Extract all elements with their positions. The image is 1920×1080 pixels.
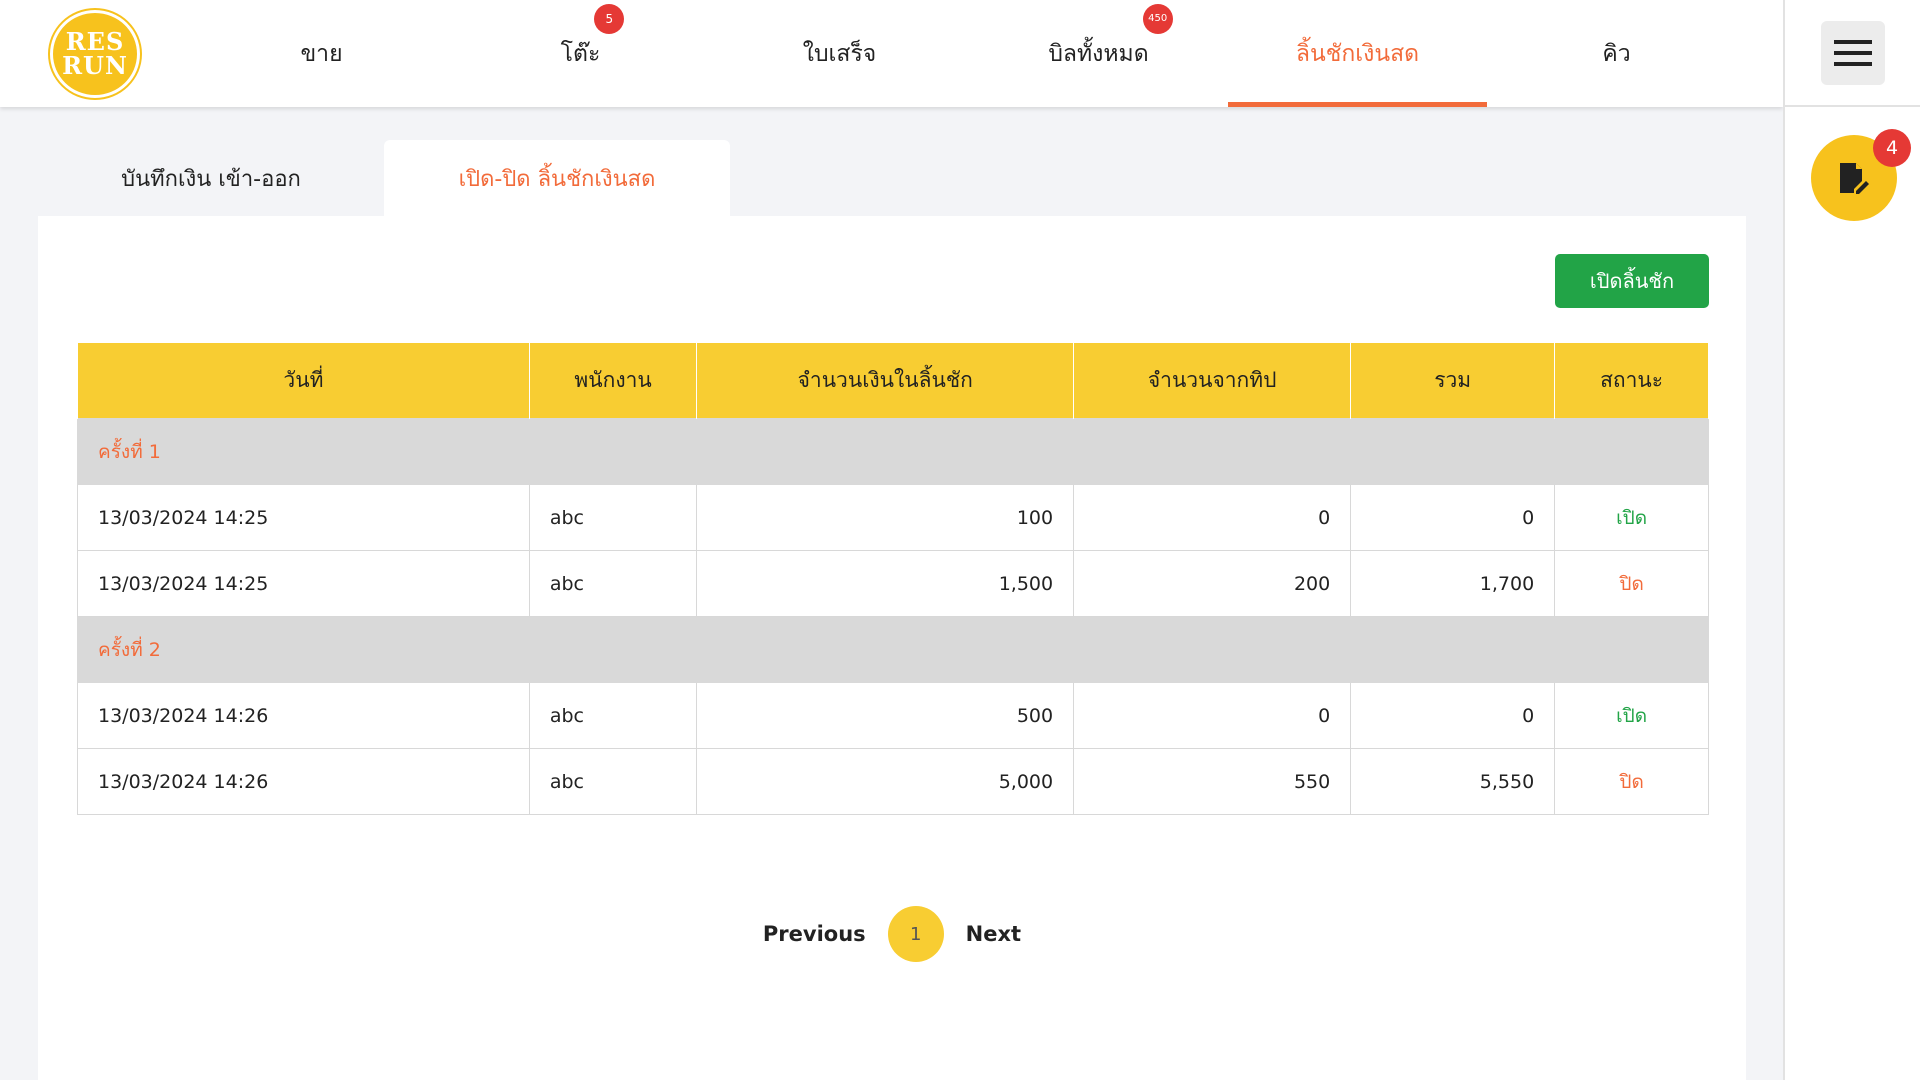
- table-row: [78, 551, 1709, 617]
- sub-tabs: [38, 140, 730, 216]
- nav-item-queue[interactable]: [1487, 0, 1746, 107]
- nav-item-label: ใบเสร็จ: [802, 40, 877, 67]
- previous-page-link[interactable]: Previous: [762, 922, 866, 946]
- cell-drawer-amount: 5,000: [697, 749, 1074, 815]
- nav-item-sell[interactable]: [192, 0, 451, 107]
- column-header-status: สถานะ: [1555, 343, 1709, 419]
- cell-status: เปิด: [1555, 485, 1709, 551]
- cell-staff: abc: [529, 485, 696, 551]
- tab-open-close-drawer[interactable]: เปิด-ปิด ลิ้นชักเงินสด: [384, 140, 730, 216]
- column-header-date: วันที่: [78, 343, 530, 419]
- rail-header: [1785, 0, 1920, 107]
- cell-staff: abc: [529, 683, 696, 749]
- cell-tip-amount: 0: [1074, 485, 1351, 551]
- logo-text-line1: RES: [65, 27, 125, 56]
- cell-tip-amount: 550: [1074, 749, 1351, 815]
- nav-item-label: ขาย: [300, 40, 343, 67]
- next-page-link[interactable]: Next: [965, 922, 1022, 946]
- group-label: ครั้งที่ 1: [78, 419, 1709, 485]
- hamburger-menu-button[interactable]: [1821, 21, 1885, 85]
- cell-drawer-amount: 100: [697, 485, 1074, 551]
- logo-text-line2: RUN: [62, 51, 128, 80]
- logo[interactable]: [50, 10, 140, 98]
- table-row: [78, 749, 1709, 815]
- right-rail: [1783, 0, 1920, 1080]
- hamburger-icon: [1834, 39, 1872, 67]
- current-page-button[interactable]: 1: [888, 906, 944, 962]
- open-drawer-button[interactable]: เปิดลิ้นชัก: [1555, 254, 1709, 308]
- cell-status: ปิด: [1555, 749, 1709, 815]
- main-nav: [192, 0, 1746, 107]
- cell-drawer-amount: 500: [697, 683, 1074, 749]
- cell-total: 0: [1351, 485, 1555, 551]
- table-header-row: [78, 343, 1709, 419]
- nav-item-cash-drawer[interactable]: [1228, 0, 1487, 107]
- top-navbar: [0, 0, 1783, 107]
- group-row: [78, 617, 1709, 683]
- cell-staff: abc: [529, 749, 696, 815]
- nav-item-all-bills[interactable]: [969, 0, 1228, 107]
- cell-date: 13/03/2024 14:26: [78, 749, 530, 815]
- drawer-table: [77, 342, 1709, 815]
- nav-item-receipts[interactable]: [710, 0, 969, 107]
- cell-date: 13/03/2024 14:25: [78, 551, 530, 617]
- nav-item-tables[interactable]: [451, 0, 710, 107]
- nav-item-label: ลิ้นชักเงินสด: [1295, 40, 1420, 67]
- cell-total: 0: [1351, 683, 1555, 749]
- column-header-drawer-amount: จำนวนเงินในลิ้นชัก: [697, 343, 1074, 419]
- column-header-tip-amount: จำนวนจากทิป: [1074, 343, 1351, 419]
- cell-tip-amount: 0: [1074, 683, 1351, 749]
- cell-status: ปิด: [1555, 551, 1709, 617]
- nav-item-label: คิว: [1602, 40, 1631, 67]
- nav-item-label: บิลทั้งหมด: [1048, 40, 1149, 67]
- edit-document-icon: [1838, 161, 1870, 195]
- cell-total: 1,700: [1351, 551, 1555, 617]
- cell-status: เปิด: [1555, 683, 1709, 749]
- tables-count-badge: 5: [594, 4, 624, 34]
- column-header-staff: พนักงาน: [529, 343, 696, 419]
- cell-date: 13/03/2024 14:26: [78, 683, 530, 749]
- cell-tip-amount: 200: [1074, 551, 1351, 617]
- tab-cash-in-out[interactable]: บันทึกเงิน เข้า-ออก: [121, 166, 301, 192]
- drawer-panel: [38, 216, 1746, 1080]
- orders-fab-button[interactable]: [1811, 135, 1897, 221]
- cell-staff: abc: [529, 551, 696, 617]
- bills-count-badge: 450: [1143, 4, 1173, 34]
- table-row: [78, 485, 1709, 551]
- table-row: [78, 683, 1709, 749]
- orders-count-badge: 4: [1873, 129, 1911, 167]
- cell-date: 13/03/2024 14:25: [78, 485, 530, 551]
- pagination: [38, 906, 1746, 962]
- cell-total: 5,550: [1351, 749, 1555, 815]
- group-label: ครั้งที่ 2: [78, 617, 1709, 683]
- group-row: [78, 419, 1709, 485]
- column-header-total: รวม: [1351, 343, 1555, 419]
- nav-item-label: โต๊ะ: [560, 40, 601, 67]
- cell-drawer-amount: 1,500: [697, 551, 1074, 617]
